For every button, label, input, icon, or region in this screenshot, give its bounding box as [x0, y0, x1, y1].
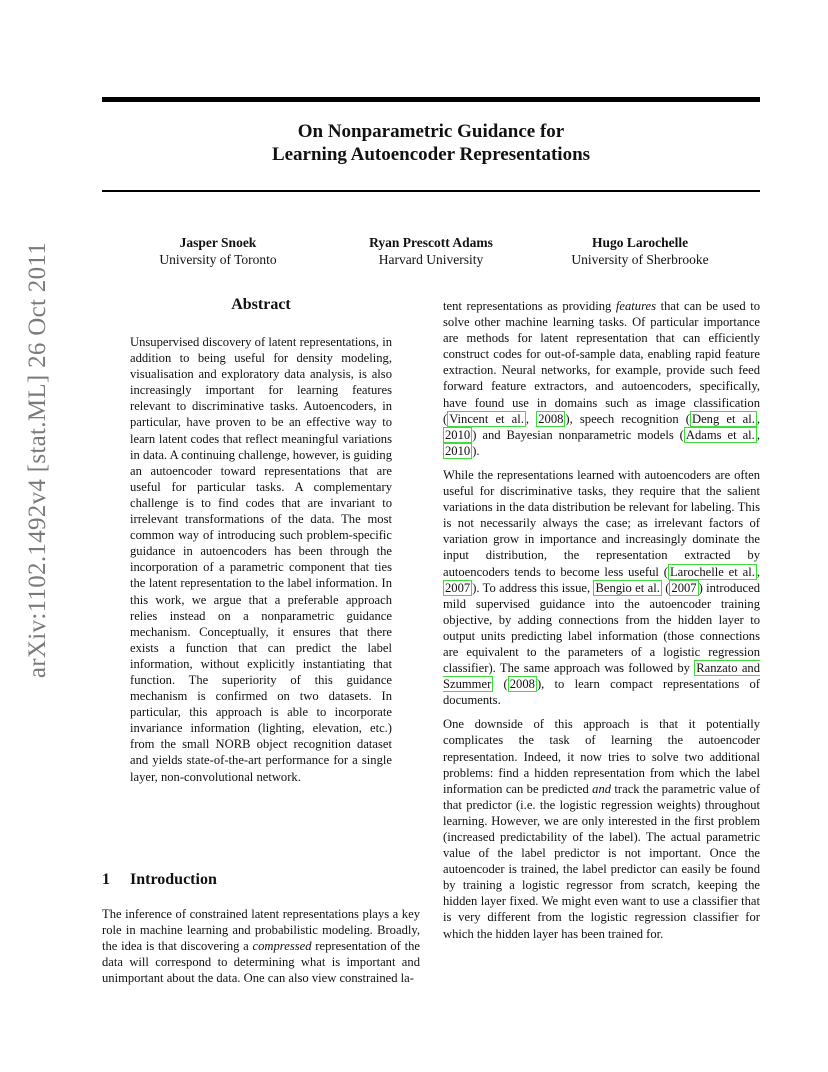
- paragraph-features: [443, 298, 760, 459]
- citation-link[interactable]: Larochelle et al.: [669, 564, 755, 579]
- text-run: track the parametric value of that predictor (i.e. the logistic regression weights) throughout learning. However, we are only interested in the first problem (increased predictability of the label). The actual parametric value of the label predictor is not important. Once the autoencoder is trained, the label predictor can easily be found by training a logistic regressor from scratch, keeping the hidden layer fixed. We might even want to use a classifier that is very different from the logistic regression classifier for which the hidden layer has been trained for.: [443, 781, 761, 941]
- text-run: ) and Bayesian nonparametric models (: [472, 427, 684, 442]
- citation-link[interactable]: 2010: [445, 443, 471, 458]
- abstract-heading: Abstract: [231, 296, 291, 313]
- title-line-1: On Nonparametric Guidance for: [297, 121, 565, 142]
- text-run: ), to learn compact representations of documents.: [443, 677, 760, 708]
- text-run: (: [661, 580, 670, 595]
- citation-link[interactable]: Vincent et al.: [449, 411, 524, 426]
- section-number: 1: [102, 871, 110, 888]
- author-name: Jasper Snoek: [179, 235, 257, 250]
- citation-link[interactable]: Ranzato and Szummer: [443, 661, 760, 692]
- paragraph-downside: [443, 716, 760, 941]
- text-run: ,: [756, 427, 760, 442]
- arxiv-stamp: [18, 241, 58, 679]
- citation-link[interactable]: Adams et al.: [685, 427, 755, 442]
- text-run: ) introduced mild supervised guidance into the autoencoder training objective, by adding connections from the hidden layer to output units predicting label information (those connections are equivalent to the parameters of a logistic regression classifier). The same approach was followed by: [443, 580, 760, 676]
- section-heading-introduction: [102, 871, 217, 889]
- citation-link[interactable]: 2007: [671, 580, 697, 595]
- intro-emphasis: compressed: [252, 939, 312, 954]
- title-top-rule: [102, 97, 760, 102]
- abstract-body: Unsupervised discovery of latent representations, in addition to being useful for density modeling, visualisation and exploratory data analysis, is also increasingly important for learning features relevant to discriminative tasks. Autoencoders, in particular, have proven to be an effective way to learn latent codes that reflect meaningful variations in data. A continuing challenge, however, is guiding an autoencoder toward representations that are useful for particular tasks. A complementary challenge is to find codes that are invariant to irrelevant transformations of the data. The most common way of introducing such problem-specific guidance in autoencoders has been through the incorporation of a parametric component that ties the latent representation to the label information. In this work, we argue that a preferable approach relies instead on a nonparametric guidance mechanism. Conceptually, it ensures that there exists a function that can predict the label information, without explicitly instantiating that function. The superiority of this guidance mechanism is confirmed on two datasets. In particular, this approach is able to incorporate invariance information (lighting, elevation, etc.) from the small NORB object recognition dataset and yields state-of-the-art performance for a single layer, non-convolutional network.: [130, 335, 392, 784]
- paper-title: [102, 120, 760, 166]
- citation-link[interactable]: 2008: [538, 411, 564, 426]
- author-name: Hugo Larochelle: [591, 235, 689, 250]
- emphasis: features: [615, 299, 656, 313]
- author-affiliation: University of Sherbrooke: [571, 252, 709, 267]
- text-run: that can be used to solve other machine learning tasks. Of particular importance are methods for latent representation that can efficiently construct codes for out-of-sample data, enabling rapid feature extraction. Neural networks, for example, provide such feed forward feature extractors, and autoencoders, specifically, have found use in domains such as image classification (: [443, 299, 760, 426]
- citation-link[interactable]: Deng et al.: [691, 411, 755, 426]
- author-affiliation: Harvard University: [378, 252, 484, 267]
- text-run: (: [493, 677, 508, 692]
- text-run: ).: [472, 443, 480, 458]
- intro-text: The inference of constrained latent representations plays a key role in machine learning and probabilistic modeling. Broadly, the idea is that discovering a: [102, 907, 420, 954]
- citation-link[interactable]: Bengio et al.: [595, 580, 660, 595]
- intro-text: representation of the data will correspond to determining what is important and unimportant about the data. One can also view constrained la-: [102, 939, 421, 986]
- text-run: ,: [756, 411, 761, 426]
- text-run: While the representations learned with autoencoders are often useful for discriminative tasks, they require that the salient variations in the data distribution be relevant for labeling. This is not necessarily always the case; as irrelevant factors of variation grow in importance and increasingly dominate the input distribution, the representation extracted by autoencoders tends to become less useful (: [443, 467, 760, 579]
- introduction-paragraph: [102, 906, 420, 986]
- text-run: ,: [525, 411, 537, 426]
- paragraph-representations: [443, 467, 760, 708]
- citation-link[interactable]: 2007: [445, 580, 471, 595]
- text-run: tent representations as providing: [443, 299, 612, 313]
- right-column: [443, 298, 760, 950]
- text-run: ), speech recognition (: [565, 411, 690, 426]
- title-line-2: Learning Autoencoder Representations: [271, 144, 591, 165]
- author-affiliation: University of Toronto: [159, 252, 277, 267]
- title-bottom-rule: [102, 190, 760, 192]
- text-run: ). To address this issue,: [472, 580, 594, 595]
- section-title: Introduction: [130, 871, 217, 888]
- author-block-2: [321, 234, 541, 268]
- citation-link[interactable]: 2008: [509, 677, 535, 692]
- arxiv-stamp-text: arXiv:1102.1492v4 [stat.ML] 26 Oct 2011: [24, 241, 51, 679]
- text-run: ,: [756, 564, 760, 579]
- author-name: Ryan Prescott Adams: [369, 235, 493, 250]
- emphasis: and: [592, 781, 612, 796]
- author-block-3: [530, 234, 750, 268]
- citation-link[interactable]: 2010: [445, 427, 471, 442]
- text-run: One downside of this approach is that it potentially complicates the task of learning the autoencoder representation. Indeed, it now tries to solve two additional problems: find a hidden representation from which the label information can be predicted: [443, 717, 760, 796]
- author-block-1: [108, 234, 328, 268]
